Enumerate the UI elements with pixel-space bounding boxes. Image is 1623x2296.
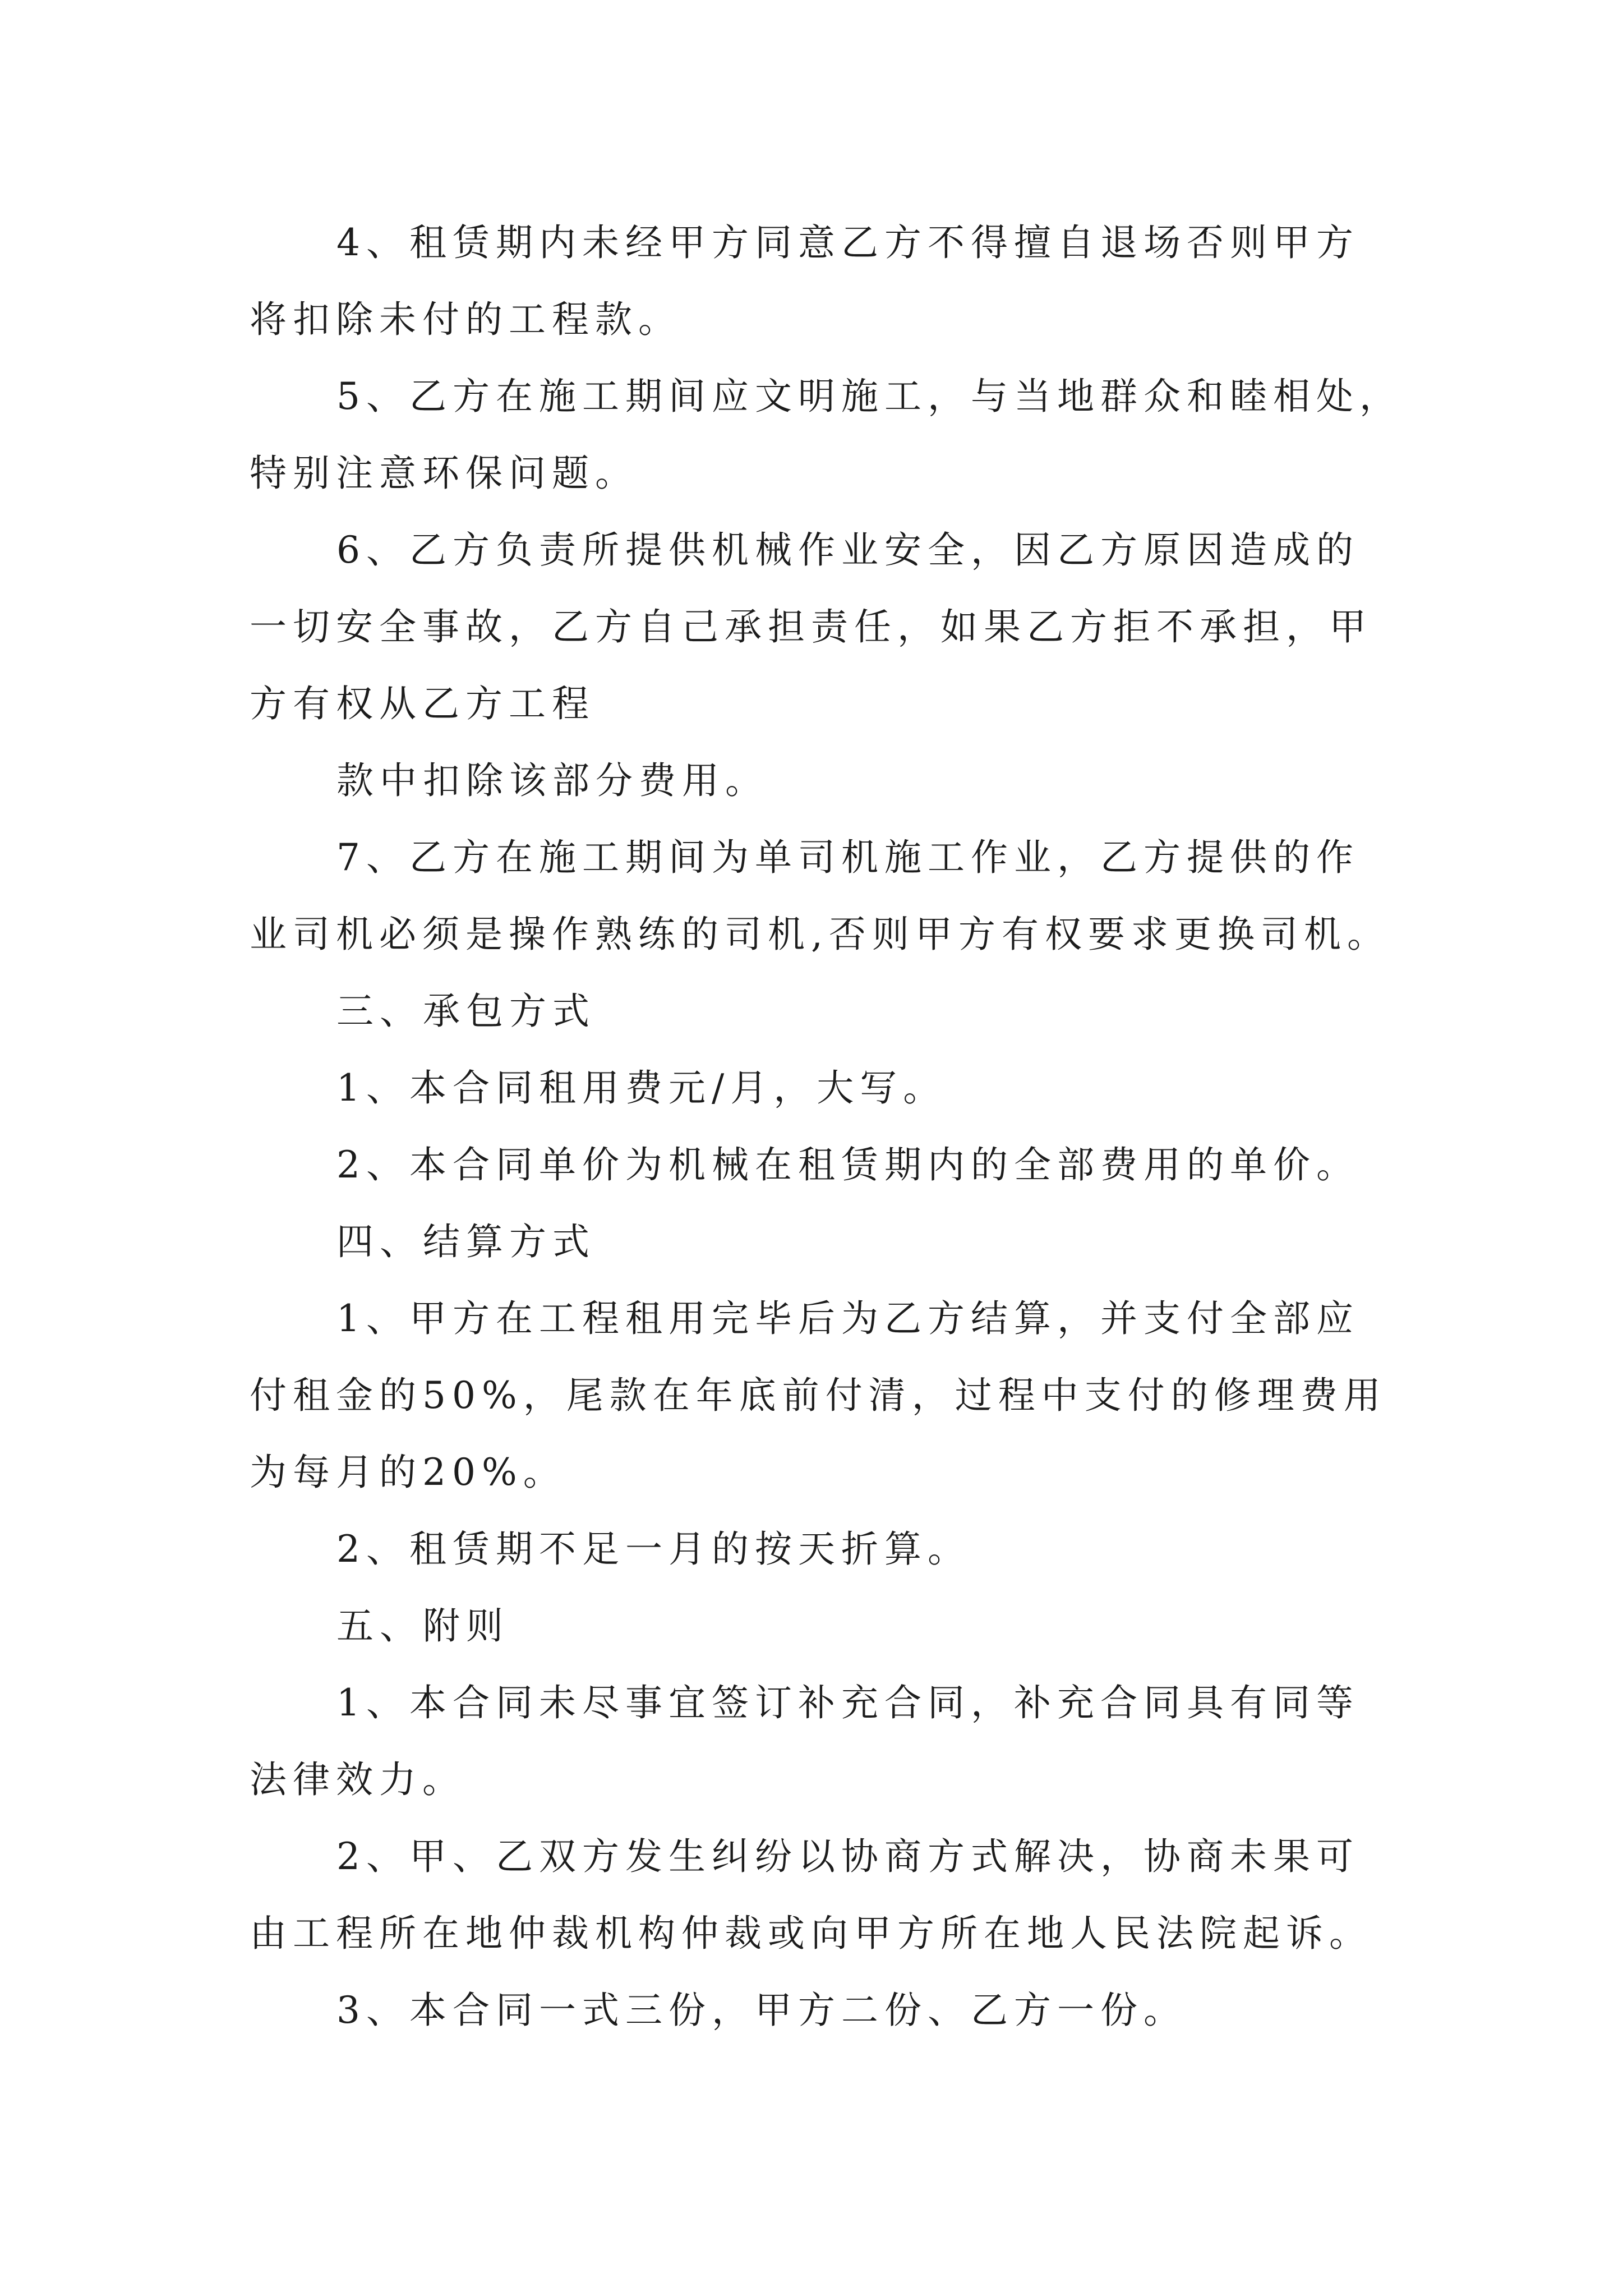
text-line: 为每月的20%。: [250, 1451, 566, 1494]
paragraph-settlement-1: [250, 1280, 1455, 1511]
text-line: 2、租赁期不足一月的按天折算。: [336, 1527, 971, 1571]
text-line: 业司机必须是操作熟练的司机,否则甲方有权要求更换司机。: [250, 913, 1390, 956]
text-line: 6、乙方负责所提供机械作业安全，因乙方原因造成的: [336, 528, 1359, 572]
paragraph-rent: [250, 1050, 1455, 1126]
text-line: 1、甲方在工程租用完毕后为乙方结算，并支付全部应: [336, 1297, 1359, 1340]
paragraph-settlement-2: [250, 1511, 1455, 1588]
section-heading-settlement: [250, 1203, 1455, 1280]
text-line: 将扣除未付的工程款。: [250, 298, 681, 341]
text-line: 款中扣除该部分费用。: [336, 759, 768, 802]
text-line: 5、乙方在施工期间应文明施工，与当地群众和睦相处，: [336, 375, 1403, 418]
paragraph-supplementary-2: [250, 1818, 1455, 1972]
text-line: 4、租赁期内未经甲方同意乙方不得擅自退场否则甲方: [336, 221, 1359, 264]
text-line: 法律效力。: [250, 1758, 465, 1801]
paragraph-clause-6-continued: [250, 742, 1455, 819]
section-heading: 三、承包方式: [336, 990, 596, 1033]
paragraph-clause-5: [250, 358, 1455, 512]
paragraph-clause-4: [250, 204, 1455, 358]
section-heading-supplementary: [250, 1588, 1455, 1664]
section-heading-contract-method: [250, 973, 1455, 1050]
paragraph-clause-6: [250, 512, 1455, 742]
text-line: 由工程所在地仲裁机构仲裁或向甲方所在地人民法院起诉。: [250, 1912, 1372, 1955]
paragraph-supplementary-1: [250, 1664, 1455, 1818]
section-heading: 四、结算方式: [336, 1220, 596, 1263]
text-line: 特别注意环保问题。: [250, 452, 638, 495]
text-line: 7、乙方在施工期间为单司机施工作业，乙方提供的作: [336, 836, 1359, 879]
text-line: 一切安全事故，乙方自己承担责任，如果乙方拒不承担，甲: [250, 605, 1372, 648]
text-line: 付租金的50%，尾款在年底前付清，过程中支付的修理费用: [250, 1374, 1387, 1417]
text-line: 1、本合同未尽事宜签订补充合同，补充合同具有同等: [336, 1681, 1359, 1724]
paragraph-supplementary-3: [250, 1972, 1455, 2049]
document-body: [250, 204, 1455, 2049]
paragraph-clause-7: [250, 819, 1455, 973]
text-line: 方有权从乙方工程: [250, 682, 595, 725]
text-line: 2、甲、乙双方发生纠纷以协商方式解决，协商未果可: [336, 1835, 1359, 1878]
text-line: 2、本合同单价为机械在租赁期内的全部费用的单价。: [336, 1143, 1359, 1186]
text-line: 3、本合同一式三份，甲方二份、乙方一份。: [336, 1989, 1187, 2032]
text-line: 1、本合同租用费元/月，大写。: [336, 1066, 947, 1110]
section-heading: 五、附则: [336, 1604, 509, 1648]
paragraph-unit-price: [250, 1126, 1455, 1203]
